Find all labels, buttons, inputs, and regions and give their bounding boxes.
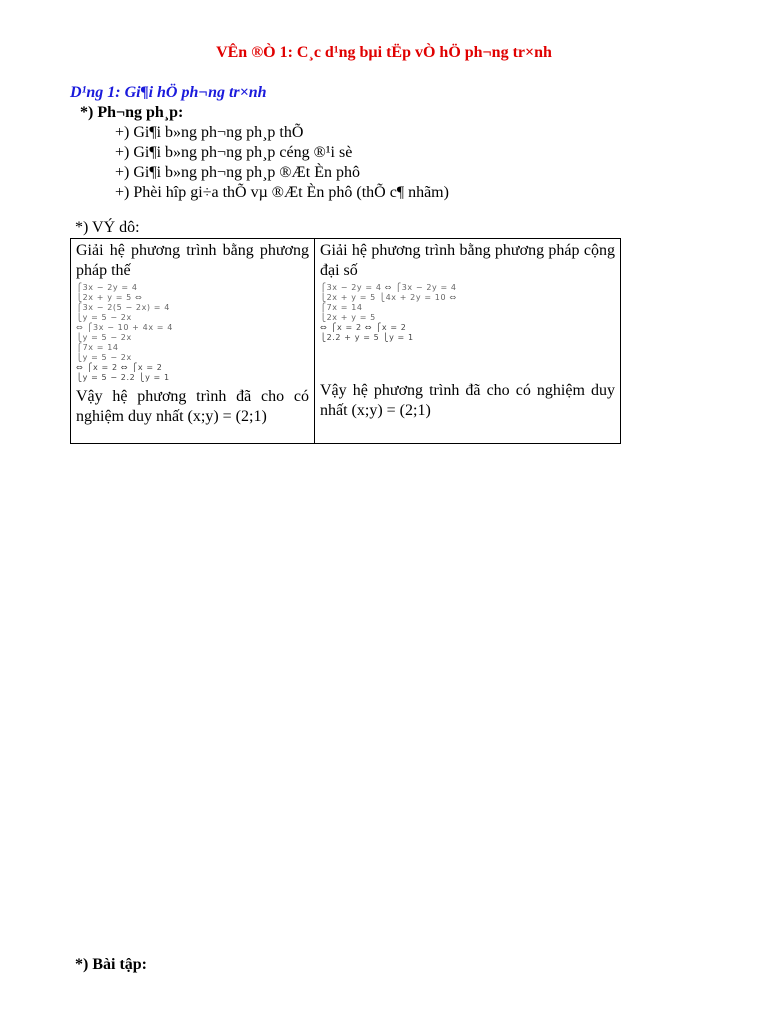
equation-line: ⎩y = 5 − 2x: [76, 353, 132, 362]
equation-line: ⇔ ⎧x = 2 ⇔ ⎧x = 2: [320, 323, 407, 332]
equation-line: ⎧3x − 2(5 − 2x) = 4: [76, 303, 170, 312]
equation-line: ⎩y = 5 − 2x: [76, 333, 132, 342]
equation-line: ⎩y = 5 − 2.2 ⎩y = 1: [76, 373, 170, 382]
spacer: [320, 347, 615, 381]
method-item: +) Gi¶i b»ng ph¬ng ph¸p céng ®¹i sè: [115, 144, 353, 161]
example-heading: *) VÝ dô:: [75, 219, 140, 236]
equation-line: ⎩2x + y = 5 ⇔: [76, 293, 143, 302]
document-title: VÊn ®Ò 1: C¸c d¹ng bµi tËp vÒ hÖ ph¬ng tr×nh: [216, 44, 552, 61]
section-heading: D¹ng 1: Gi¶i hÖ ph¬ng tr×nh: [70, 84, 267, 101]
substitution-method-cell: [71, 239, 315, 444]
equation-steps: [320, 283, 615, 343]
method-heading: *) Ph¬ng ph¸p:: [80, 104, 184, 121]
conclusion-text: Vậy hệ phương trình đã cho có nghiệm duy nhất (x;y) = (2;1): [320, 382, 615, 419]
exercise-heading: *) Bài tập:: [75, 956, 147, 973]
conclusion-text: Vậy hệ phương trình đã cho có nghiệm duy nhất (x;y) = (2;1): [76, 388, 309, 425]
equation-line: ⇔ ⎧x = 2 ⇔ ⎧x = 2: [76, 363, 163, 372]
cell-title: Giải hệ phương trình bằng phương pháp cộng đại số: [320, 242, 615, 279]
method-item: +) Gi¶i b»ng ph¬ng ph¸p thÕ: [115, 124, 304, 141]
equation-line: ⎩2x + y = 5 ⎩4x + 2y = 10 ⇔: [320, 293, 457, 302]
equation-line: ⎧7x = 14: [76, 343, 119, 352]
equation-line: ⎧7x = 14: [320, 303, 363, 312]
method-item: +) Gi¶i b»ng ph¬ng ph¸p ®Æt Èn phô: [115, 164, 360, 181]
cell-title: Giải hệ phương trình bằng phương pháp thế: [76, 242, 309, 279]
equation-line: ⎧3x − 2y = 4 ⇔ ⎧3x − 2y = 4: [320, 283, 457, 292]
equation-line: ⎩2.2 + y = 5 ⎩y = 1: [320, 333, 414, 342]
equation-line: ⎧3x − 2y = 4: [76, 283, 138, 292]
elimination-method-cell: [315, 239, 621, 444]
table-row: [71, 239, 621, 444]
equation-line: ⎩2x + y = 5: [320, 313, 376, 322]
method-item: +) Phèi hîp gi÷a thÕ vµ ®Æt Èn phô (thÕ c¶ nhãm): [115, 184, 449, 201]
equation-line: ⇔ ⎧3x − 10 + 4x = 4: [76, 323, 173, 332]
example-table: [70, 238, 621, 444]
method-list: [115, 123, 449, 203]
equation-steps: [76, 283, 309, 383]
equation-line: ⎩y = 5 − 2x: [76, 313, 132, 322]
